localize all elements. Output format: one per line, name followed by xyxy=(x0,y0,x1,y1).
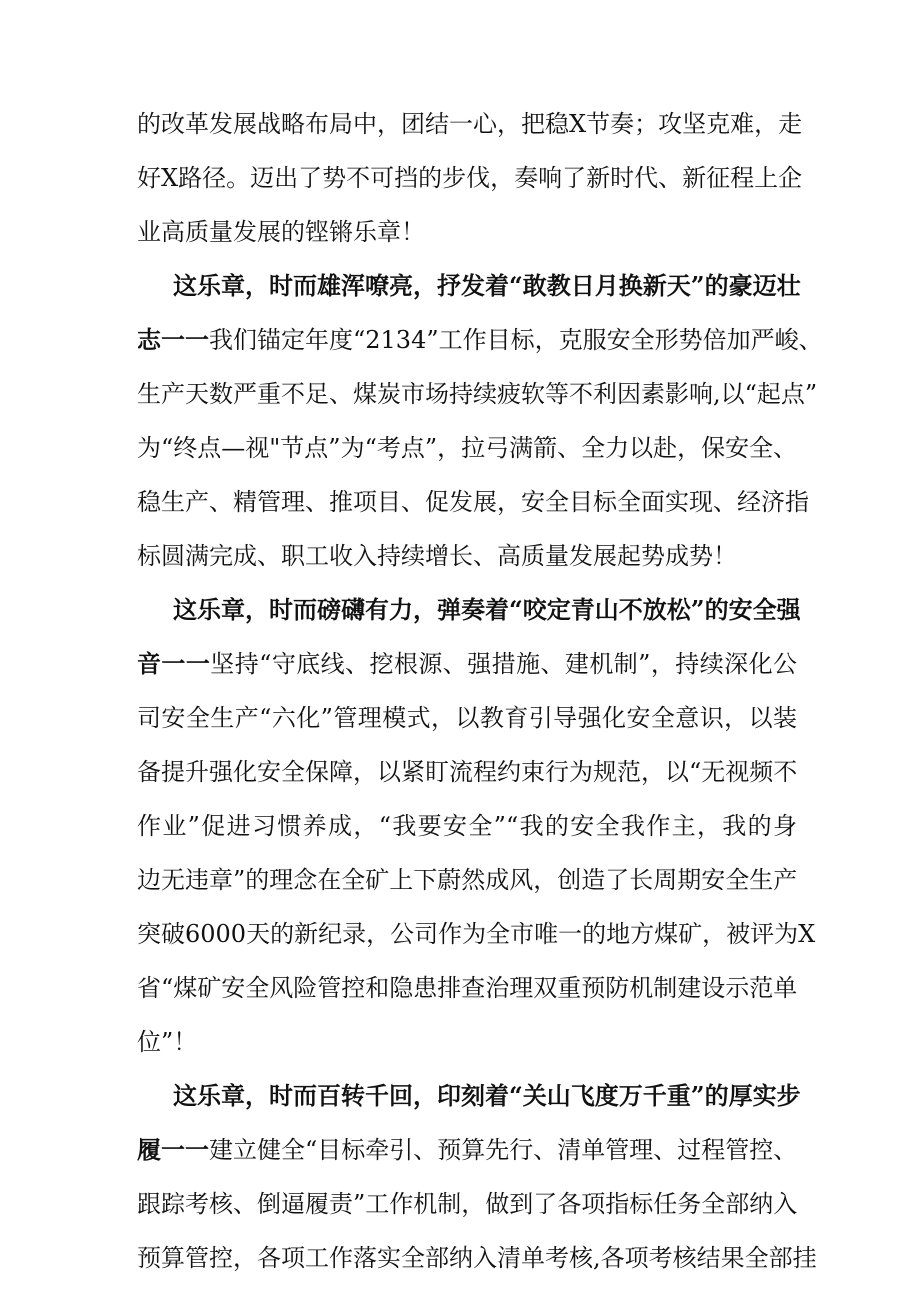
body-text: 备提升强化安全保障，以紧盯流程约束行为规范，以“无视频不 xyxy=(137,758,798,786)
paragraph-3-line-5 xyxy=(137,810,797,842)
body-text: 的改革发展战略布局中，团结一心，把稳X节奏；攻坚克难，走 xyxy=(137,110,803,138)
body-text: 司安全生产“六化”管理模式，以教育引导强化安全意识，以装 xyxy=(137,704,797,732)
bold-heading-text: 这乐章，时而百转千回，印刻着“关山飞度万千重”的厚实步 xyxy=(173,1081,801,1110)
paragraph-4-line-1 xyxy=(173,1080,801,1112)
body-text: 跟踪考核、倒逼履责”工作机制，做到了各项指标任务全部纳入 xyxy=(137,1190,798,1218)
paragraph-3-line-4 xyxy=(137,756,797,788)
paragraph-1-line-1 xyxy=(137,108,803,140)
paragraph-3-line-7 xyxy=(137,918,816,950)
body-text: 稳生产、精管理、推项目、促发展，安全目标全面实现、经济指 xyxy=(137,488,809,516)
paragraph-1-line-2 xyxy=(137,162,803,194)
paragraph-3-line-8 xyxy=(137,972,797,1004)
paragraph-4-line-2 xyxy=(137,1134,797,1166)
paragraph-2-line-5 xyxy=(137,486,809,518)
bold-heading-text: 志一一 xyxy=(137,325,209,354)
paragraph-3-line-2 xyxy=(137,648,797,680)
body-text: 坚持“守底线、挖根源、强措施、建机制”，持续深化公 xyxy=(210,650,797,678)
paragraph-2-line-4 xyxy=(137,432,797,464)
body-text: 位”！ xyxy=(137,1028,198,1056)
body-text: 为“终点—视"节点”为“考点”，拉弓满箭、全力以赴，保安全、 xyxy=(137,434,798,462)
bold-heading-text: 这乐章，时而磅礴有力，弹奏着“咬定青山不放松”的安全强 xyxy=(173,595,801,624)
paragraph-2-line-3 xyxy=(137,378,818,410)
bold-heading-text: 履一一 xyxy=(137,1135,209,1164)
paragraph-2-line-2 xyxy=(137,324,823,356)
body-text: 好X路径。迈出了势不可挡的步伐，奏响了新时代、新征程上企 xyxy=(137,164,803,192)
body-text: 预算管控，各项工作落实全部纳入清单考核,各项考核结果全部挂 xyxy=(137,1244,817,1272)
paragraph-4-line-3 xyxy=(137,1188,797,1220)
body-text: 标圆满完成、职工收入持续增长、高质量发展起势成势！ xyxy=(137,542,737,570)
paragraph-2-line-1 xyxy=(173,270,801,302)
body-text: 边无违章”的理念在全矿上下蔚然成风，创造了长周期安全生产 xyxy=(137,866,798,894)
paragraph-3-line-3 xyxy=(137,702,797,734)
body-text: 业高质量发展的铿锵乐章！ xyxy=(137,218,425,246)
paragraph-3-line-6 xyxy=(137,864,797,896)
bold-heading-text: 这乐章，时而雄浑嘹亮，抒发着“敢教日月换新天”的豪迈壮 xyxy=(173,271,801,300)
bold-heading-text: 音一一 xyxy=(137,649,211,678)
body-text: 省“煤矿安全风险管控和隐患排查治理双重预防机制建设示范单 xyxy=(137,974,798,1002)
body-text: 我们锚定年度“2134”工作目标，克服安全形势倍加严峻、 xyxy=(209,326,823,354)
paragraph-1-line-3 xyxy=(137,216,797,248)
body-text: 突破6000天的新纪录，公司作为全市唯一的地方煤矿，被评为X xyxy=(137,920,816,948)
body-text: 建立健全“目标牵引、预算先行、清单管理、过程管控、 xyxy=(209,1136,798,1164)
paragraph-4-line-4 xyxy=(137,1242,817,1274)
body-text: 作业”促进习惯养成，“我要安全”“我的安全我作主，我的身 xyxy=(137,812,797,840)
body-text: 生产天数严重不足、煤炭市场持续疲软等不利因素影响,以“起点” xyxy=(137,380,818,408)
paragraph-3-line-9 xyxy=(137,1026,797,1058)
paragraph-3-line-1 xyxy=(173,594,801,626)
paragraph-2-line-6 xyxy=(137,540,797,572)
